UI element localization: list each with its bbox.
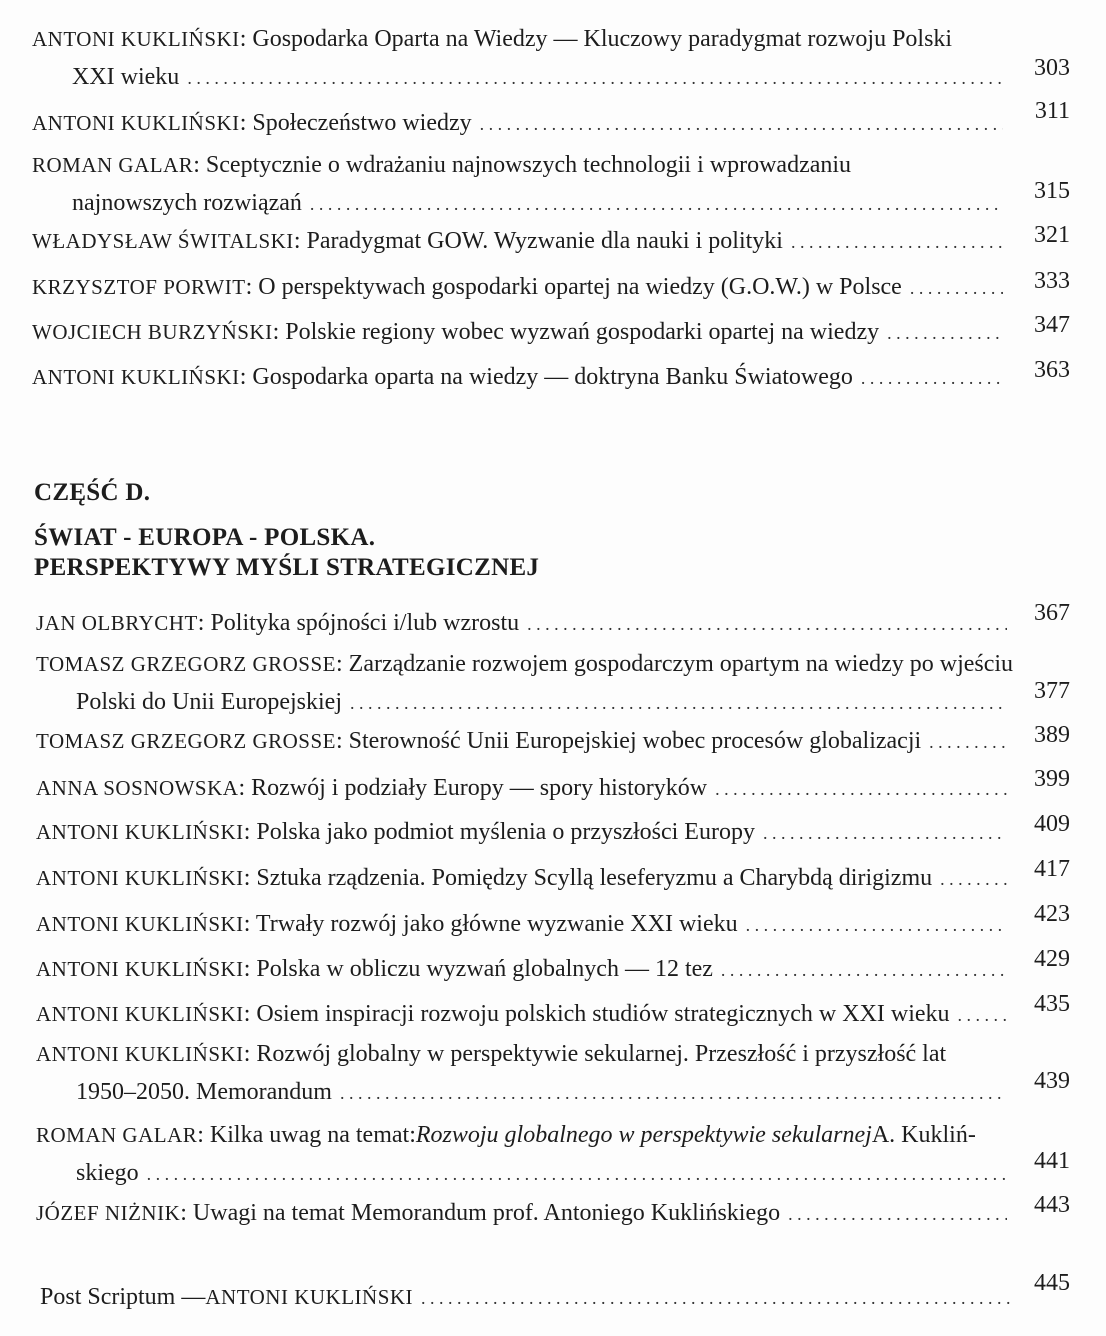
entry-title: : Uwagi na temat Memorandum prof. Antoniego Kuklińskiego [180,1200,781,1226]
entry-title: : Rozwój i podziały Europy — spory historyków [238,775,708,801]
toc-entry [36,813,1011,852]
leader-dots [929,723,1007,761]
page-number: 441 [1034,1148,1070,1174]
entry-author: ANNA SOSNOWSKA [36,776,239,800]
page-number: 377 [1034,678,1070,704]
page-number: 435 [1034,991,1070,1017]
page-number: 367 [1034,600,1070,626]
entry-author: ANTONI KUKLIŃSKI [36,912,244,936]
leader-dots [527,605,1007,643]
toc-entry [36,722,1011,761]
toc-entry [36,1116,1011,1193]
entry-author: ANTONI KUKLIŃSKI [36,866,244,890]
entry-title-cont: skiego [76,1160,139,1186]
entry-author: ANTONI KUKLIŃSKI [36,1042,244,1066]
toc-entry [36,950,1011,989]
entry-author: ANTONI KUKLIŃSKI [32,27,240,51]
leader-dots [940,860,1007,898]
page-number: 311 [1034,98,1070,124]
leader-dots [746,906,1007,944]
leader-dots [147,1155,1007,1193]
entry-title: : Społeczeństwo wiedzy [239,110,472,136]
entry-author: ANTONI KUKLIŃSKI [32,365,240,389]
entry-author: ANTONI KUKLIŃSKI [36,957,244,981]
page-number: 315 [1034,178,1070,204]
leader-dots [791,223,1003,261]
page-number: 417 [1034,856,1070,882]
entry-title-cont: XXI wieku [72,64,180,90]
page-number: 445 [1034,1270,1070,1296]
toc-entry [32,222,1007,261]
leader-dots [887,314,1003,352]
entry-author: JAN OLBRYCHT [36,611,198,635]
page-number: 389 [1034,722,1070,748]
entry-title: : Gospodarka Oparta na Wiedzy — Kluczowy paradygmat rozwoju Polski [239,26,953,52]
entry-title-cont: 1950–2050. Memorandum [76,1079,332,1105]
entry-title: : Trwały rozwój jako główne wyzwanie XXI wieku [243,911,738,937]
page-number: 423 [1034,901,1070,927]
entry-author: WOJCIECH BURZYŃSKI [32,320,273,344]
entry-author: ANTONI KUKLIŃSKI [32,111,240,135]
toc-entry [36,905,1011,944]
entry-title: : Osiem inspiracji rozwoju polskich studiów strategicznych w XXI wieku [243,1001,950,1027]
entry-title: : Polska w obliczu wyzwań globalnych — 12 tez [243,956,713,982]
leader-dots [715,770,1007,808]
part-label: CZĘŚĆ D. [34,479,151,506]
entry-author: TOMASZ GRZEGORZ GROSSE [36,652,336,676]
entry-author: ROMAN GALAR [36,1123,198,1147]
entry-author: JÓZEF NIŻNIK [36,1201,181,1225]
entry-title: : Sceptycznie o wdrażaniu najnowszych technologii i wprowadzaniu [193,152,852,178]
leader-dots [421,1279,1011,1317]
entry-author: ANTONI KUKLIŃSKI [205,1285,414,1309]
page-number: 443 [1034,1192,1070,1218]
leader-dots [340,1074,1007,1112]
entry-title-cont: najnowszych rozwiązań [72,190,302,216]
toc-entry [36,859,1011,898]
page-number: 363 [1034,357,1070,383]
toc-entry [36,995,1011,1034]
entry-title: : Polskie regiony wobec wyzwań gospodarki opartej na wiedzy [272,319,880,345]
toc-entry [32,358,1007,397]
entry-title: : Rozwój globalny w perspektywie sekularnej. Przeszłość i przyszłość lat [243,1041,947,1067]
entry-author: WŁADYSŁAW ŚWITALSKI [32,229,294,253]
leader-dots [187,59,1003,97]
leader-dots [861,359,1003,397]
leader-dots [788,1195,1007,1233]
page-number: 347 [1034,312,1070,338]
entry-title: : Paradygmat GOW. Wyzwanie dla nauki i polityki [293,228,783,254]
toc-entry [32,104,1007,143]
page-number: 321 [1034,222,1070,248]
toc-entry [36,604,1011,643]
toc-entry [36,1035,1011,1112]
leader-dots [350,684,1007,722]
leader-dots [480,105,1003,143]
page-number: 429 [1034,946,1070,972]
entry-title: : Polityka spójności i/lub wzrostu [197,610,520,636]
part-title: ŚWIAT - EUROPA - POLSKA. [34,524,376,551]
entry-author: ANTONI KUKLIŃSKI [36,1002,244,1026]
part-subtitle: PERSPEKTYWY MYŚLI STRATEGICZNEJ [34,554,540,581]
page-number: 303 [1034,55,1070,81]
page-number: 333 [1034,268,1070,294]
toc-entry [36,645,1014,722]
toc-entry [32,313,1007,352]
leader-dots [310,185,1003,223]
toc-entry [36,1194,1011,1233]
entry-author: ROMAN GALAR [32,153,194,177]
toc-entry [36,769,1011,808]
entry-title: : Polska jako podmiot myślenia o przyszłości Europy [243,819,755,845]
entry-title: : Sterowność Unii Europejskiej wobec procesów globalizacji [335,728,922,754]
leader-dots [910,269,1003,307]
toc-entry [32,20,1007,97]
entry-title: A. Kukliń- [871,1122,976,1148]
toc-entry [32,268,1007,307]
leader-dots [721,951,1007,989]
toc-entry [32,146,1007,223]
entry-author: ANTONI KUKLIŃSKI [36,820,244,844]
entry-title: : Gospodarka oparta na wiedzy — doktryna Banku Światowego [239,364,853,390]
entry-title: : O perspektywach gospodarki opartej na wiedzy (G.O.W.) w Polsce [245,274,902,300]
leader-dots [763,814,1007,852]
entry-title-cont: Polski do Unii Europejskiej [76,689,342,715]
toc-entry-postscript [40,1278,1015,1317]
page-number: 409 [1034,811,1070,837]
postscript-label: Post Scriptum — [40,1284,206,1310]
entry-title: : Sztuka rządzenia. Pomiędzy Scyllą leseferyzmu a Charybdą dirigizmu [243,865,933,891]
entry-title: : Kilka uwag na temat: [197,1122,416,1148]
entry-title-italic: Rozwoju globalnego w perspektywie sekularnej [415,1122,872,1148]
page-number: 439 [1034,1068,1070,1094]
page-number: 399 [1034,766,1070,792]
entry-author: TOMASZ GRZEGORZ GROSSE [36,729,336,753]
entry-title: : Zarządzanie rozwojem gospodarczym opartym na wiedzy po wjeściu [335,651,1014,677]
entry-author: KRZYSZTOF PORWIT [32,275,246,299]
leader-dots [958,996,1007,1034]
